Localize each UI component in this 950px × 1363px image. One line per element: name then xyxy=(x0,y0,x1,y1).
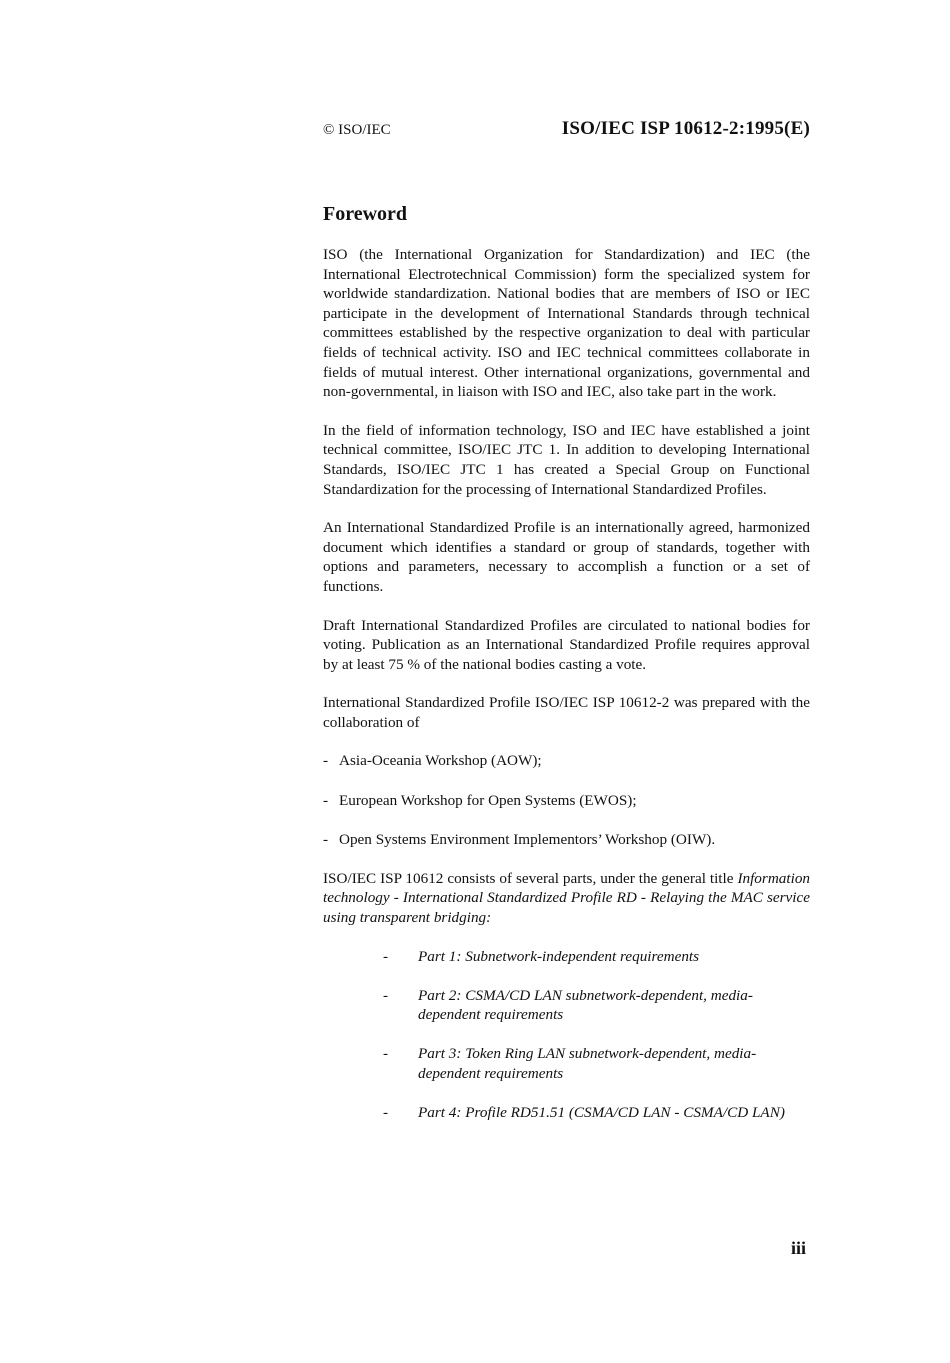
list-dash: - xyxy=(323,791,329,809)
part-title: Part 2: CSMA/CD LAN subnetwork-dependent, media-dependent requirements xyxy=(418,986,753,1024)
foreword-body xyxy=(323,245,810,1142)
page-header xyxy=(323,118,810,142)
parts-intro-lead: ISO/IEC ISP 10612 consists of several parts, under the general title xyxy=(323,869,734,887)
list-item-text: Asia-Oceania Workshop (AOW); xyxy=(339,752,542,770)
list-dash: - xyxy=(383,986,389,1004)
parts-list xyxy=(323,947,810,1123)
list-item xyxy=(323,830,810,850)
paragraph: An International Standardized Profile is an internationally agreed, harmonized document which identifies a standard or group of standards, together with options and parameters, necessary to accomplish a function or a set of functions. xyxy=(323,519,810,595)
list-item-text: European Workshop for Open Systems (EWOS); xyxy=(339,791,637,809)
list-item xyxy=(323,947,810,967)
part-title: Part 3: Token Ring LAN subnetwork-dependent, media-dependent requirements xyxy=(418,1045,757,1082)
general-title: Information technology - International Standardized Profile RD - Relaying the MAC service using transparent bridging: xyxy=(323,869,811,926)
list-item xyxy=(323,986,810,1025)
parts-intro-paragraph xyxy=(323,869,810,928)
document-page xyxy=(323,0,810,1363)
list-dash: - xyxy=(383,1104,389,1121)
paragraph: International Standardized Profile ISO/IEC ISP 10612-2 was prepared with the collaboration of xyxy=(323,694,810,731)
list-item xyxy=(323,791,810,811)
collaborator-list xyxy=(323,751,810,849)
paragraph: ISO (the International Organization for Standardization) and IEC (the International Electrotechnical Commission) form the specialized system for worldwide standardization. National bodies that are members of ISO or IEC participate in the development of International Standards through technical committees established by the respective organization to deal with particular fields of technical activity. ISO and IEC technical committees collaborate in fields of mutual interest. Other international organizations, governmental and non-governmental, in liaison with ISO and IEC, also take part in the work. xyxy=(323,246,810,401)
list-dash: - xyxy=(323,830,329,848)
list-item-text: Open Systems Environment Implementors’ Workshop (OIW). xyxy=(339,830,716,848)
paragraph: Draft International Standardized Profiles are circulated to national bodies for voting. Publication as an International Standardized Profile requires approval by at least 75 % of the national bodies casting a vote. xyxy=(323,616,810,673)
list-item xyxy=(323,1044,810,1083)
list-item xyxy=(323,751,810,771)
part-title: Part 4: Profile RD51.51 (CSMA/CD LAN - CSMA/CD LAN) xyxy=(418,1104,785,1121)
document-identifier: ISO/IEC ISP 10612-2:1995(E) xyxy=(561,118,810,139)
list-dash: - xyxy=(383,947,389,965)
paragraph: In the field of information technology, ISO and IEC have established a joint technical committee, ISO/IEC JTC 1. In addition to developing International Standards, ISO/IEC JTC 1 has created a Special Group on Functional Standardization for the processing of International Standardized Profiles. xyxy=(323,421,810,498)
list-dash: - xyxy=(383,1045,389,1063)
part-title: Part 1: Subnetwork-independent requirements xyxy=(418,947,700,965)
section-title: Foreword xyxy=(323,203,408,225)
list-item xyxy=(323,1103,810,1123)
page-number: iii xyxy=(790,1238,806,1258)
list-dash: - xyxy=(323,752,329,770)
copyright-notice: © ISO/IEC xyxy=(323,122,391,138)
